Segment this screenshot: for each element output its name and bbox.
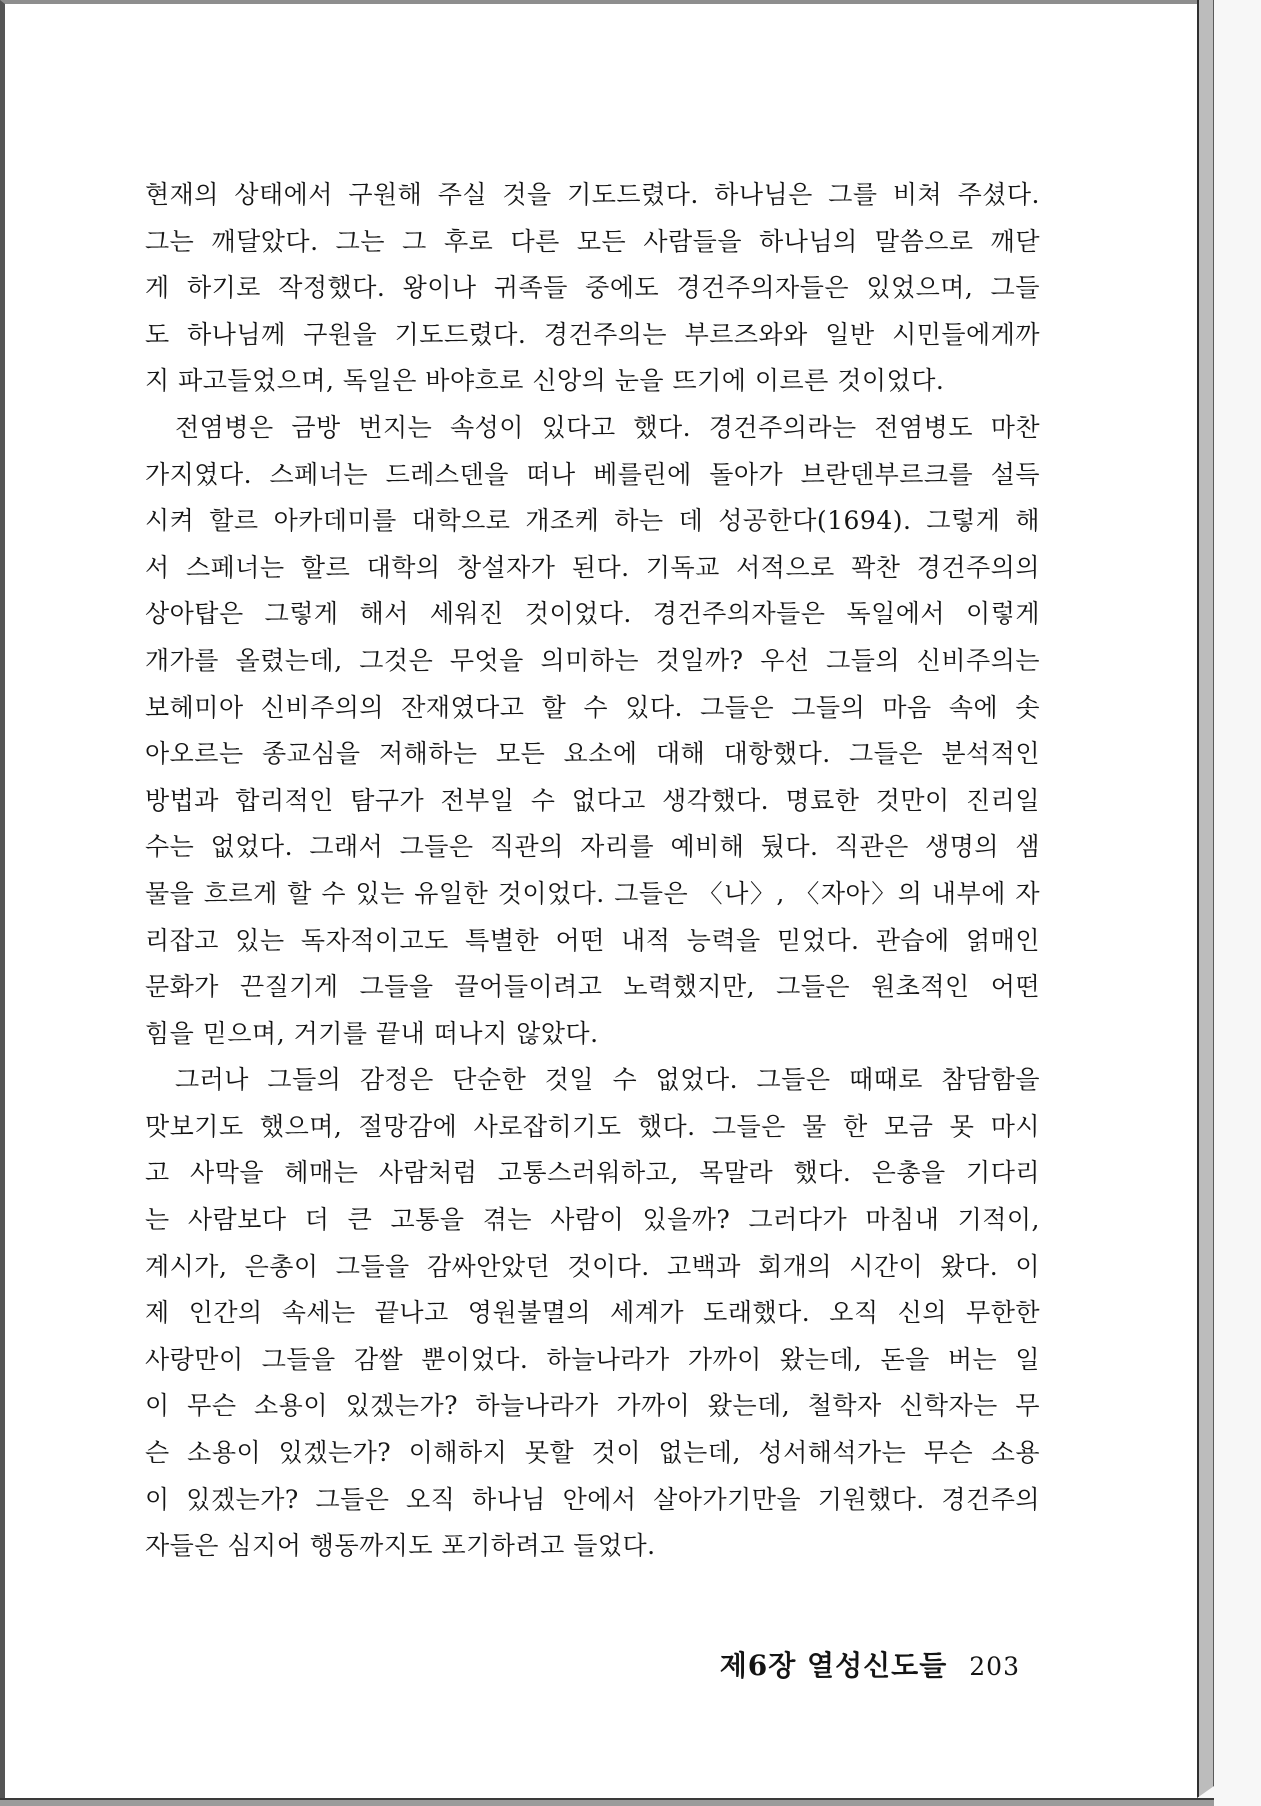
text-line: 리잡고 있는 독자적이고도 특별한 어떤 내적 능력을 믿었다. 관습에 얽매인 [145, 925, 1040, 955]
text-line: 계시가, 은총이 그들을 감싸안았던 것이다. 고백과 회개의 시간이 왔다. 이 [145, 1251, 1040, 1281]
text-line: 물을 흐르게 할 수 있는 유일한 것이었다. 그들은 〈나〉, 〈자아〉의 내부에 자 [145, 878, 1040, 908]
paragraph [145, 1057, 1040, 1570]
page-bottom-edge [0, 1798, 1214, 1806]
text-line: 문화가 끈질기게 그들을 끌어들이려고 노력했지만, 그들은 원초적인 어떤 [145, 972, 1040, 1002]
text-line: 슨 소용이 있겠는가? 이해하지 못할 것이 없는데, 성서해석가는 무슨 소용 [145, 1438, 1040, 1468]
text-line: 개가를 올렸는데, 그것은 무엇을 의미하는 것일까? 우선 그들의 신비주의는 [145, 645, 1040, 675]
paragraph [145, 405, 1040, 1057]
page-footer [145, 1644, 1020, 1684]
text-line: 맛보기도 했으며, 절망감에 사로잡히기도 했다. 그들은 물 한 모금 못 마시 [145, 1111, 1040, 1141]
text-line: 시켜 할르 아카데미를 대학으로 개조케 하는 데 성공한다(1694). 그렇게 해 [145, 506, 1040, 536]
text-line: 서 스페너는 할르 대학의 창설자가 된다. 기독교 서적으로 꽉찬 경건주의의 [145, 552, 1040, 582]
chapter-title: 제6장 열성신도들 [719, 1649, 948, 1682]
text-line: 제 인간의 속세는 끝나고 영원불멸의 세계가 도래했다. 오직 신의 무한한 [145, 1298, 1040, 1328]
text-line: 그러나 그들의 감정은 단순한 것일 수 없었다. 그들은 때때로 참담함을 [175, 1065, 1040, 1095]
page-right-edge [1197, 0, 1214, 1798]
text-line: 이 있겠는가? 그들은 오직 하나님 안에서 살아가기만을 기원했다. 경건주의 [145, 1484, 1040, 1514]
text-line: 수는 없었다. 그래서 그들은 직관의 자리를 예비해 뒀다. 직관은 생명의 샘 [145, 832, 1040, 862]
text-line: 그는 깨달았다. 그는 그 후로 다른 모든 사람들을 하나님의 말씀으로 깨닫 [145, 226, 1040, 256]
text-line: 사랑만이 그들을 감쌀 뿐이었다. 하늘나라가 가까이 왔는데, 돈을 버는 일 [145, 1344, 1040, 1374]
text-line: 힘을 믿으며, 거기를 끝내 떠나지 않았다. [145, 1018, 599, 1048]
text-line: 상아탑은 그렇게 해서 세워진 것이었다. 경건주의자들은 독일에서 이렇게 [145, 599, 1040, 629]
paragraph [145, 172, 1040, 405]
text-line: 현재의 상태에서 구원해 주실 것을 기도드렸다. 하나님은 그를 비쳐 주셨다. [145, 180, 1040, 209]
text-line: 이 무슨 소용이 있겠는가? 하늘나라가 가까이 왔는데, 철학자 신학자는 무 [145, 1391, 1040, 1421]
text-line: 보헤미아 신비주의의 잔재였다고 할 수 있다. 그들은 그들의 마음 속에 솟 [145, 692, 1040, 722]
text-line: 도 하나님께 구원을 기도드렸다. 경건주의는 부르즈와와 일반 시민들에게까 [145, 319, 1040, 349]
text-line: 게 하기로 작정했다. 왕이나 귀족들 중에도 경건주의자들은 있었으며, 그들 [145, 273, 1040, 303]
text-line: 자들은 심지어 행동까지도 포기하려고 들었다. [145, 1531, 656, 1561]
page-number: 203 [969, 1652, 1020, 1681]
text-line: 가지였다. 스페너는 드레스덴을 떠나 베를린에 돌아가 브란덴부르크를 설득 [145, 459, 1040, 489]
text-line: 지 파고들었으며, 독일은 바야흐로 신앙의 눈을 뜨기에 이르른 것이었다. [145, 366, 945, 396]
text-line: 는 사람보다 더 큰 고통을 겪는 사람이 있을까? 그러다가 마침내 기적이, [145, 1205, 1040, 1235]
text-line: 방법과 합리적인 탐구가 전부일 수 없다고 생각했다. 명료한 것만이 진리일 [145, 785, 1040, 815]
text-line: 고 사막을 헤매는 사람처럼 고통스러워하고, 목말라 했다. 은총을 기다리 [145, 1158, 1040, 1188]
text-line: 전염병은 금방 번지는 속성이 있다고 했다. 경건주의라는 전염병도 마찬 [175, 412, 1040, 442]
text-block [145, 172, 1040, 1570]
text-line: 아오르는 종교심을 저해하는 모든 요소에 대해 대항했다. 그들은 분석적인 [145, 739, 1040, 769]
